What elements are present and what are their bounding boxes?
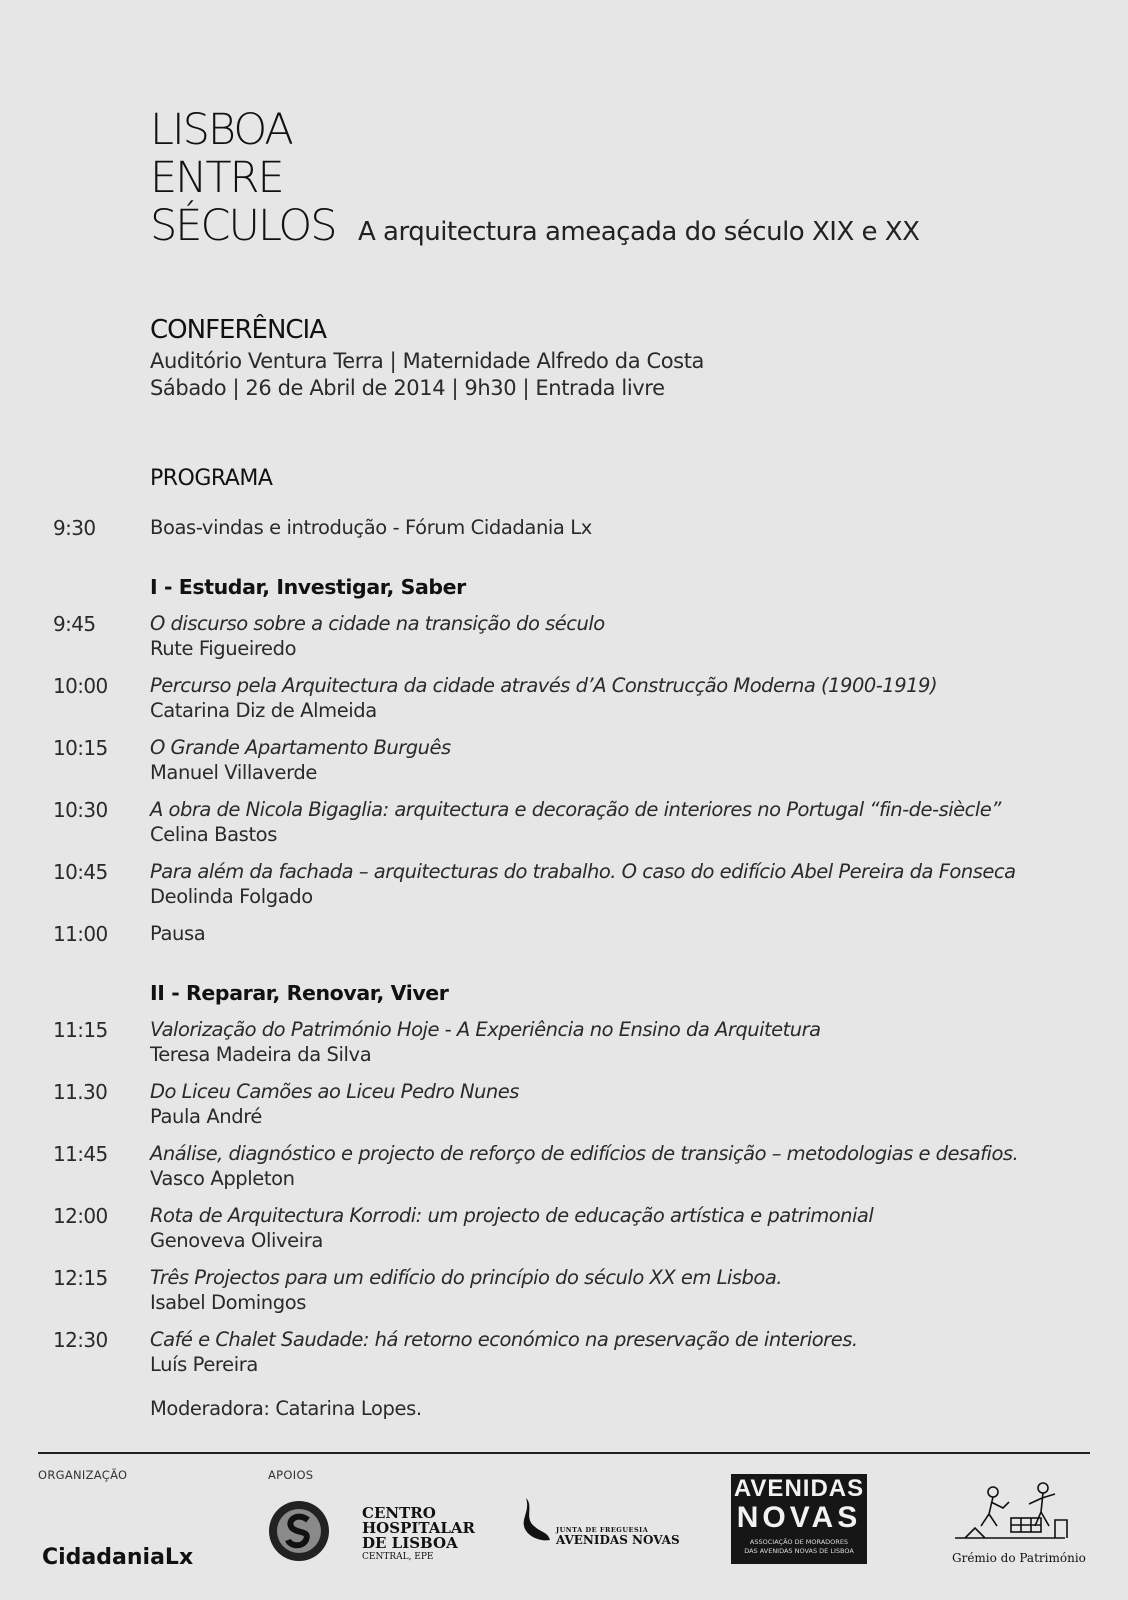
intro-text: Boas-vindas e introdução - Fórum Cidadania Lx xyxy=(150,516,592,539)
talk-speaker: Teresa Madeira da Silva xyxy=(150,1043,372,1066)
title-line-2: ENTRE xyxy=(150,153,283,203)
pause-time: 11:00 xyxy=(53,922,108,946)
chl-line-2: HOSPITALAR xyxy=(362,1519,475,1537)
conference-heading: CONFERÊNCIA xyxy=(150,315,327,345)
pause-text: Pausa xyxy=(150,922,206,945)
talk-speaker: Genoveva Oliveira xyxy=(150,1229,323,1252)
junta-name: AVENIDAS NOVAS xyxy=(556,1533,680,1547)
talk-title: O Grande Apartamento Burguês xyxy=(150,736,451,759)
footer-divider xyxy=(38,1452,1090,1454)
talk-title: Rota de Arquitectura Korrodi: um projecto de educação artística e patrimonial xyxy=(150,1204,874,1227)
talk-title: A obra de Nicola Bigaglia: arquitectura e decoração de interiores no Portugal “fin-de-siècle” xyxy=(150,798,1001,821)
talk-speaker: Vasco Appleton xyxy=(150,1167,295,1190)
talk-title: Do Liceu Camões ao Liceu Pedro Nunes xyxy=(150,1080,519,1103)
title-line-1: LISBOA xyxy=(150,105,292,155)
talk-time: 11.30 xyxy=(53,1080,108,1104)
talk-speaker: Isabel Domingos xyxy=(150,1291,307,1314)
junta-leaf-icon xyxy=(520,1496,552,1544)
talk-speaker: Manuel Villaverde xyxy=(150,761,318,784)
subtitle: A arquitectura ameaçada do século XIX e XX xyxy=(358,217,920,247)
talk-title: Café e Chalet Saudade: há retorno económico na preservação de interiores. xyxy=(150,1328,858,1351)
talk-speaker: Deolinda Folgado xyxy=(150,885,313,908)
talk-time: 10:15 xyxy=(53,736,108,760)
title-line-3: SÉCULOS xyxy=(150,201,336,251)
gremio-illustration xyxy=(945,1480,1075,1550)
talk-time: 10:45 xyxy=(53,860,108,884)
section-2-heading: II - Reparar, Renovar, Viver xyxy=(150,981,449,1005)
talk-speaker: Paula André xyxy=(150,1105,263,1128)
talk-speaker: Rute Figueiredo xyxy=(150,637,297,660)
talk-time: 12:30 xyxy=(53,1328,108,1352)
support-label: APOIOS xyxy=(268,1468,314,1482)
intro-time: 9:30 xyxy=(53,516,96,540)
an-title-2: NOVAS xyxy=(736,1501,862,1534)
an-sub-2: DAS AVENIDAS NOVAS DE LISBOA xyxy=(744,1547,854,1555)
talk-title: O discurso sobre a cidade na transição do século xyxy=(150,612,605,635)
moderator: Moderadora: Catarina Lopes. xyxy=(150,1397,422,1420)
talk-speaker: Celina Bastos xyxy=(150,823,277,846)
section-1-heading: I - Estudar, Investigar, Saber xyxy=(150,575,466,599)
junta-small-label: JUNTA DE FREGUESIA xyxy=(556,1526,649,1534)
talk-time: 9:45 xyxy=(53,612,96,636)
talk-speaker: Luís Pereira xyxy=(150,1353,258,1376)
chl-line-4: CENTRAL, EPE xyxy=(362,1552,434,1562)
chl-line-1: CENTRO xyxy=(362,1504,436,1522)
centro-hospitalar-emblem xyxy=(268,1500,330,1562)
chl-line-3: DE LISBOA xyxy=(362,1534,458,1552)
talk-title: Valorização do Património Hoje - A Experiência no Ensino da Arquitetura xyxy=(150,1018,821,1041)
cidadania-lx-logo xyxy=(40,1535,210,1575)
program-heading: PROGRAMA xyxy=(150,466,273,491)
conference-venue: Auditório Ventura Terra | Maternidade Alfredo da Costa xyxy=(150,349,705,373)
talk-time: 12:15 xyxy=(53,1266,108,1290)
gremio-name: Grémio do Património xyxy=(952,1551,1086,1565)
talk-title: Percurso pela Arquitectura da cidade através d’A Construcção Moderna (1900-1919) xyxy=(150,674,938,697)
talk-title: Análise, diagnóstico e projecto de reforço de edifícios de transição – metodologias e desafios. xyxy=(150,1142,1019,1165)
centro-hospitalar-name xyxy=(362,1506,475,1563)
an-title-1: AVENIDAS xyxy=(733,1475,865,1502)
cidadania-lx-text: CidadaniaLx xyxy=(42,1545,194,1570)
talk-time: 11:45 xyxy=(53,1142,108,1166)
avenidas-novas-association-logo xyxy=(731,1474,867,1564)
conference-date: Sábado | 26 de Abril de 2014 | 9h30 | Entrada livre xyxy=(150,376,665,400)
talk-title: Para além da fachada – arquitecturas do trabalho. O caso do edifício Abel Pereira da Fonseca xyxy=(150,860,1016,883)
an-sub-1: ASSOCIAÇÃO DE MORADORES xyxy=(749,1538,849,1546)
talk-time: 10:30 xyxy=(53,798,108,822)
talk-time: 12:00 xyxy=(53,1204,108,1228)
organization-label: ORGANIZAÇÃO xyxy=(38,1468,128,1482)
talk-speaker: Catarina Diz de Almeida xyxy=(150,699,377,722)
talk-time: 11:15 xyxy=(53,1018,108,1042)
talk-time: 10:00 xyxy=(53,674,108,698)
talk-title: Três Projectos para um edifício do princípio do século XX em Lisboa. xyxy=(150,1266,782,1289)
